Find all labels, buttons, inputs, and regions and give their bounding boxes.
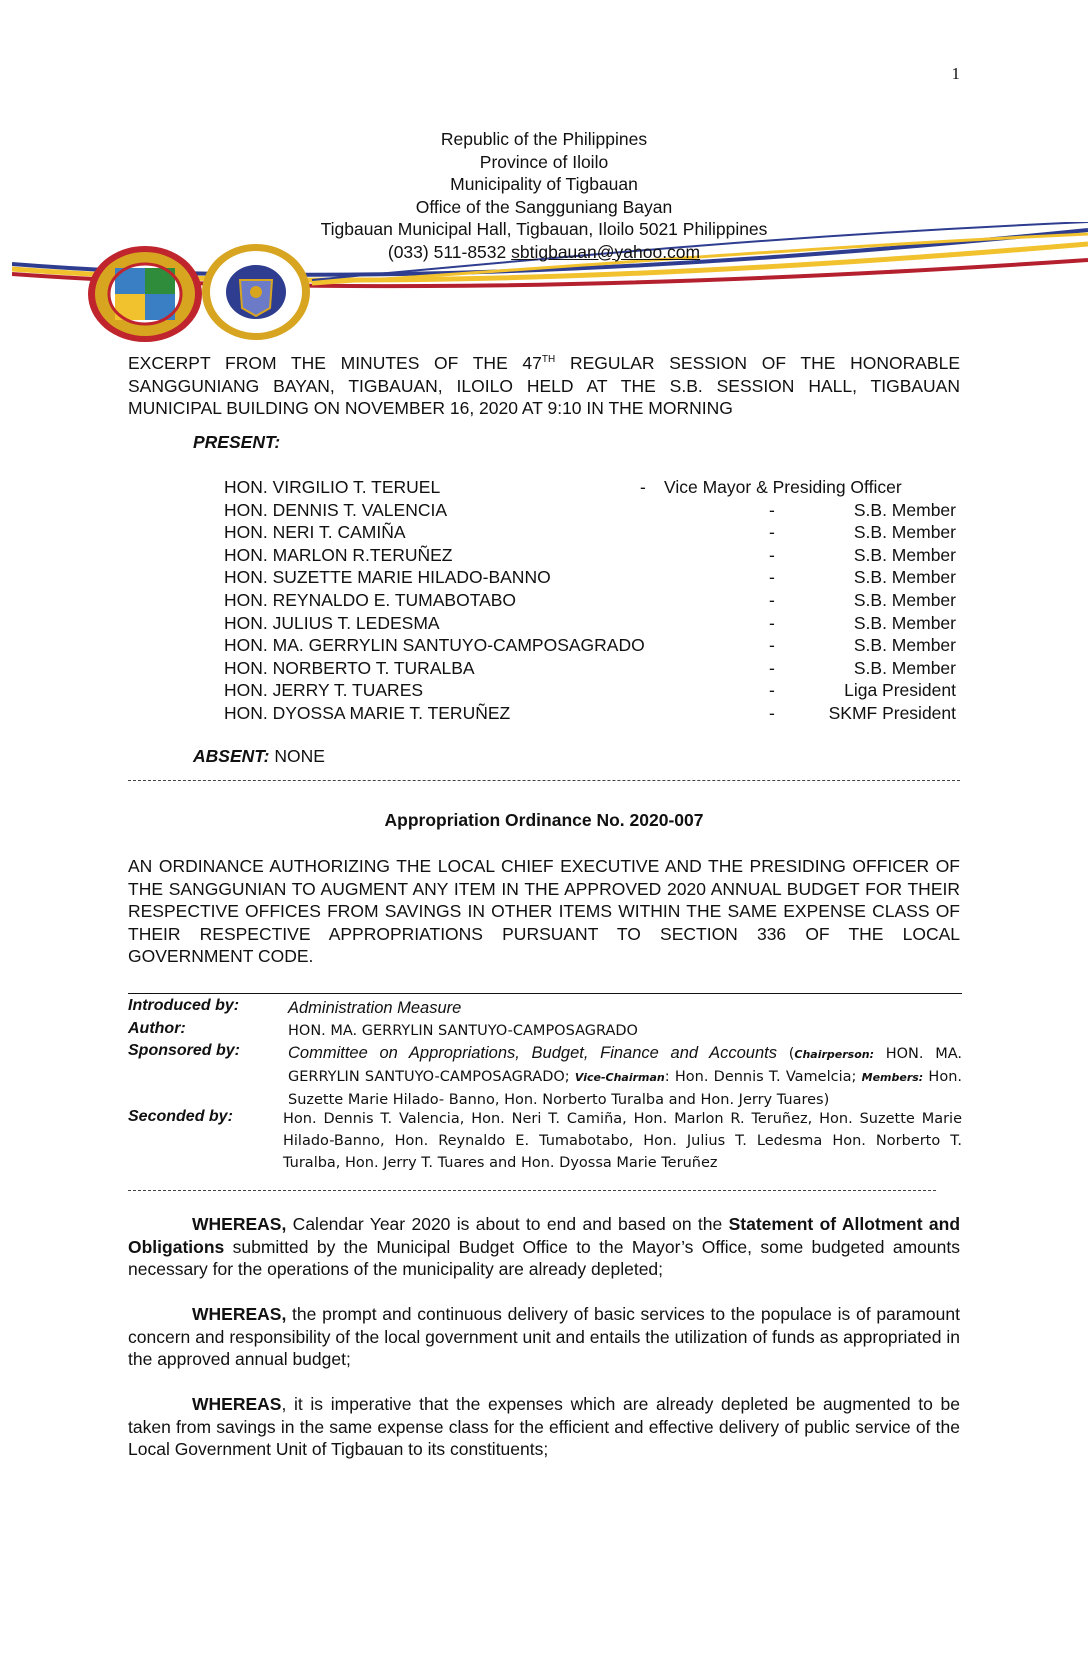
whereas-lead: WHEREAS, (192, 1214, 287, 1234)
present-label: PRESENT: (193, 432, 281, 452)
members-value: Hon. Suzette Marie Hilado- Banno, Hon. Norberto Turalba and Hon. Jerry Tuares) (288, 1069, 962, 1108)
ordinance-text: AN ORDINANCE AUTHORIZING THE LOCAL CHIEF EXECUTIVE AND THE PRESIDING OFFICER OF THE SANGGUNIAN TO AUGMENT ANY ITEM IN THE APPROVED 2020 ANNUAL BUDGET FOR THEIR RESPECTIVE OFFICES FROM SAVINGS IN OTHER ITEMS WITHIN THE SAME EXPENSE CLASS OF THEIR RESPECTIVE APPROPRIATIONS PURSUANT TO SECTION 336 OF THE LOCAL GOVERNMENT CODE. (128, 856, 960, 966)
member-row (224, 499, 964, 522)
dashed-divider (128, 780, 960, 781)
ordinance-title: Appropriation Ordinance No. 2020-007 (384, 810, 704, 830)
member-name: HON. JERRY T. TUARES (224, 680, 424, 701)
whereas-text: Calendar Year 2020 is about to end and based on the (286, 1214, 729, 1234)
member-row (224, 612, 964, 635)
whereas-text: , it is imperative that the expenses which are already depleted be augmented to be taken from savings in the same expense class for the efficient and effective delivery of public service of the Local Government Unit of Tigbauan to its constituents; (128, 1394, 960, 1459)
member-row (224, 566, 964, 589)
member-separator: - (769, 567, 775, 588)
member-name: HON. JULIUS T. LEDESMA (224, 612, 440, 633)
ordinal-suffix: TH (541, 354, 556, 365)
member-row (224, 702, 964, 725)
author-value: HON. MA. GERRYLIN SANTUYO-CAMPOSAGRADO (288, 1023, 638, 1039)
introduced-value: Administration Measure (288, 999, 462, 1017)
member-row (224, 657, 964, 680)
introduced-row (128, 997, 962, 1019)
member-role: S.B. Member (853, 567, 956, 588)
member-name: HON. REYNALDO E. TUMABOTABO (224, 589, 517, 610)
member-separator: - (769, 635, 775, 656)
member-role: S.B. Member (853, 612, 956, 633)
member-role: S.B. Member (853, 657, 956, 678)
letterhead-line: Tigbauan Municipal Hall, Tigbauan, Iloilo 5021 Philippines (320, 219, 768, 239)
dashed-divider (128, 1190, 936, 1191)
member-row (224, 521, 964, 544)
member-name: HON. SUZETTE MARIE HILADO-BANNO (224, 567, 551, 588)
member-name: HON. VIRGILIO T. TERUEL (224, 477, 441, 497)
member-role: S.B. Member (853, 499, 956, 520)
email-link[interactable]: sbtigbauan@yahoo.com (511, 241, 701, 262)
page-number: 1 (951, 64, 960, 83)
member-role: S.B. Member (853, 635, 956, 656)
whereas-text: the prompt and continuous delivery of basic services to the populace is of paramount concern and responsibility of the local government unit and entails the utilization of funds as appropriated in the approved annual budget; (128, 1304, 960, 1369)
excerpt-text: REGULAR SESSION OF THE HONORABLE SANGGUNIANG BAYAN, TIGBAUAN, ILOILO HELD AT THE S.B. SESSION HALL, TIGBAUAN MUNICIPAL BUILDING ON NOVEMBER 16, 2020 AT 9:10 IN THE MORNING (128, 353, 960, 418)
absent-label: ABSENT: (193, 746, 270, 766)
member-separator: - (640, 477, 646, 497)
member-separator: - (769, 544, 775, 565)
introduced-label: Introduced by: (128, 997, 240, 1014)
contact-line (0, 241, 1088, 264)
letterhead-line: Republic of the Philippines (440, 129, 648, 149)
vice-chairman-label: Vice-Chairman (574, 1071, 665, 1084)
member-name: HON. MARLON R.TERUÑEZ (224, 544, 453, 565)
excerpt-heading (128, 352, 960, 420)
member-row (224, 634, 964, 657)
whereas-lead: WHEREAS (192, 1394, 282, 1414)
sponsored-row (128, 1042, 962, 1108)
sponsored-value (288, 1042, 962, 1111)
member-row (224, 544, 964, 567)
member-separator: - (769, 657, 775, 678)
excerpt-text: EXCERPT FROM THE MINUTES OF THE 47 (128, 353, 542, 373)
chairperson-value: HON. MA. GERRYLIN SANTUYO-CAMPOSAGRADO; (288, 1046, 962, 1085)
whereas-paragraph (128, 1303, 960, 1371)
letterhead-line: Province of Iloilo (479, 151, 609, 172)
members-label: Members: (861, 1071, 924, 1084)
member-name: HON. DENNIS T. VALENCIA (224, 499, 448, 520)
member-row (224, 476, 964, 499)
member-role: S.B. Member (853, 589, 956, 610)
chairperson-label: Chairperson: (794, 1048, 874, 1061)
attendance-list (224, 476, 964, 725)
member-separator: - (769, 589, 775, 610)
letterhead-line: Office of the Sangguniang Bayan (415, 196, 673, 217)
member-row (224, 679, 964, 702)
paren: ( (777, 1046, 795, 1062)
member-separator: - (769, 680, 775, 701)
whereas-lead: WHEREAS, (192, 1304, 287, 1324)
committee-name: Committee on Appropriations, Budget, Finance and Accounts (288, 1044, 777, 1062)
member-role: SKMF President (828, 702, 956, 723)
member-role: S.B. Member (853, 544, 956, 565)
solid-divider (128, 993, 962, 994)
letterhead (0, 128, 1088, 263)
member-name: HON. NORBERTO T. TURALBA (224, 657, 475, 678)
seconded-label: Seconded by: (128, 1108, 233, 1125)
whereas-emphasis: Statement of Allotment and Obligations (128, 1214, 961, 1257)
member-role: Vice Mayor & Presiding Officer (664, 477, 902, 497)
member-name: HON. NERI T. CAMIÑA (224, 522, 406, 543)
member-separator: - (769, 612, 775, 633)
author-row (128, 1020, 962, 1042)
member-role: S.B. Member (853, 522, 956, 543)
member-role: Liga President (844, 680, 956, 701)
member-separator: - (769, 702, 775, 723)
whereas-text: submitted by the Municipal Budget Office to the Mayor’s Office, some budgeted amounts necessary for the operations of the municipality are already depleted; (128, 1236, 960, 1279)
seconded-value: Hon. Dennis T. Valencia, Hon. Neri T. Camiña, Hon. Marlon R. Teruñez, Hon. Suzette Marie Hilado-Banno, Hon. Reynaldo E. Tumabotabo, Hon. Julius T. Ledesma Hon. Norberto T. Turalba, Hon. Jerry T. Tuares and Hon. Dyossa Marie Teruñez (283, 1111, 962, 1171)
phone-number: (033) 511-8532 (387, 241, 512, 262)
sponsored-label: Sponsored by: (128, 1042, 241, 1059)
member-name: HON. MA. GERRYLIN SANTUYO-CAMPOSAGRADO (224, 635, 645, 656)
member-separator: - (769, 522, 775, 543)
whereas-paragraph (128, 1213, 960, 1281)
seconded-row (128, 1108, 962, 1174)
member-row (224, 589, 964, 612)
letterhead-line: Municipality of Tigbauan (450, 174, 638, 194)
vice-chairman-value: : Hon. Dennis T. Vamelcia; (664, 1069, 862, 1085)
member-name: HON. DYOSSA MARIE T. TERUÑEZ (224, 702, 511, 723)
member-separator: - (769, 499, 775, 520)
absent-line (193, 746, 325, 767)
author-label: Author: (128, 1020, 186, 1037)
whereas-paragraph (128, 1393, 960, 1461)
absent-value: NONE (269, 746, 325, 766)
